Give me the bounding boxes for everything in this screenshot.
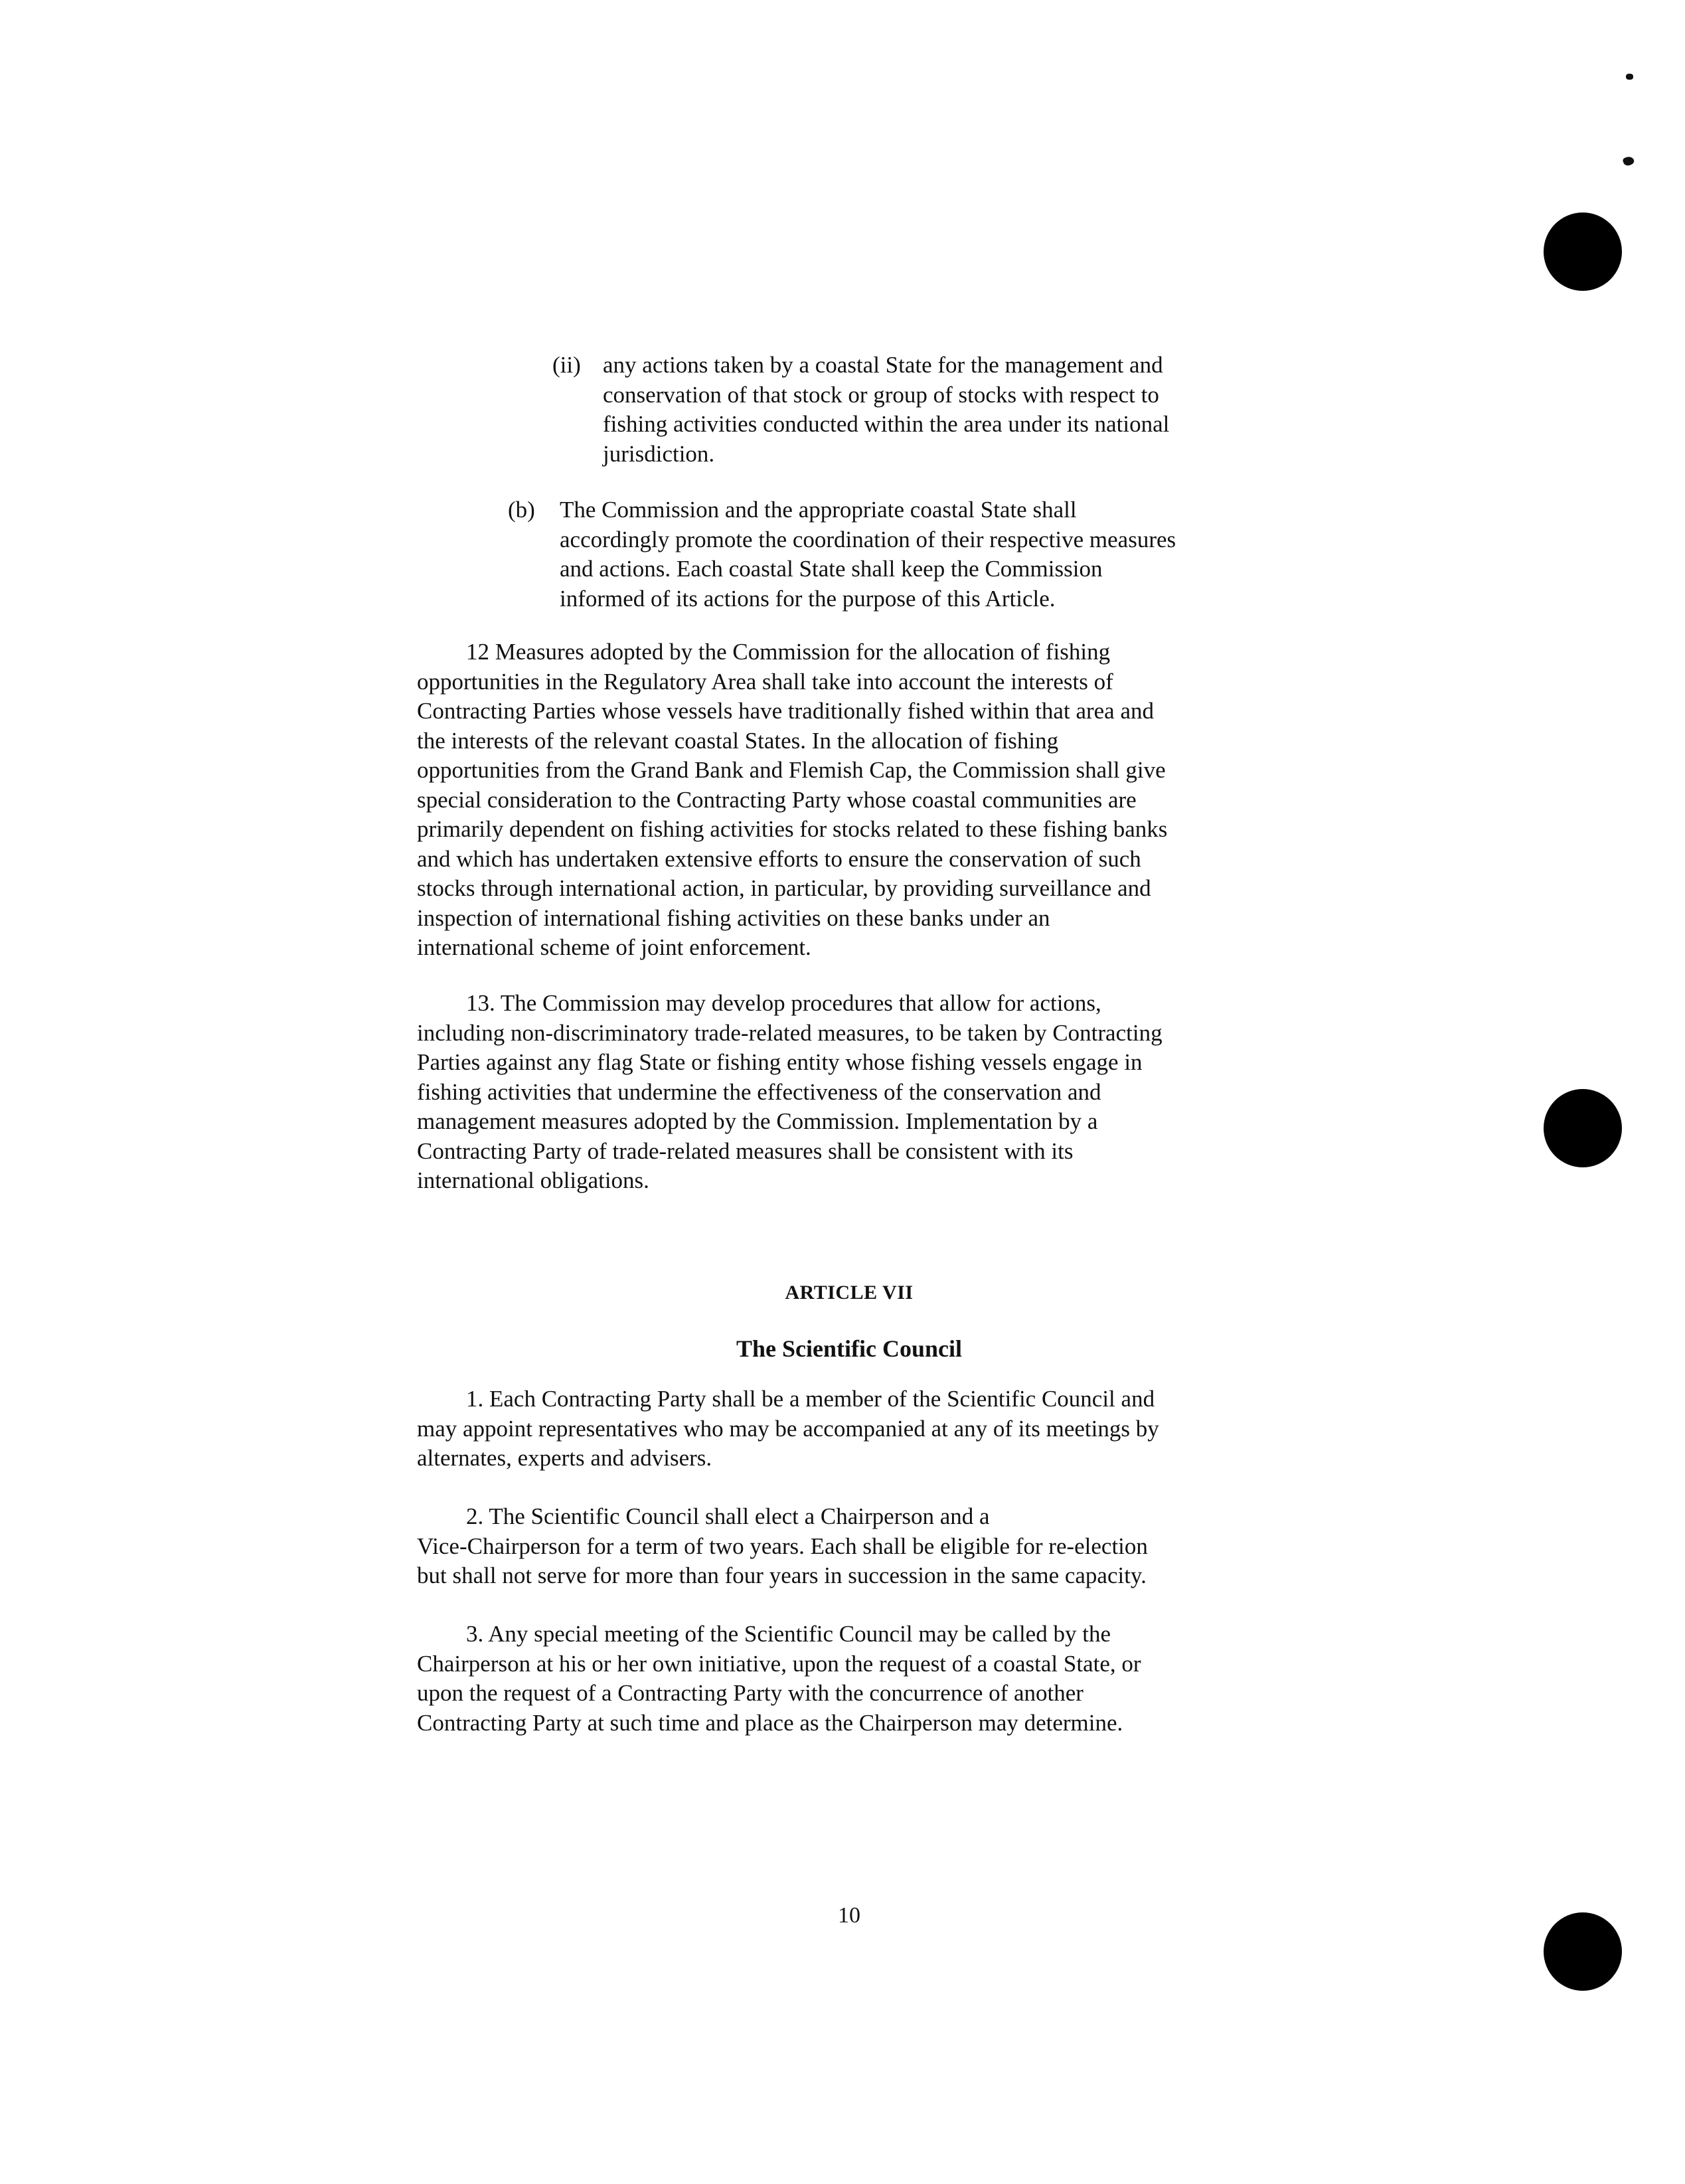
text-line: primarily dependent on fishing activities for stocks related to these fishing banks [417,816,1168,842]
text-line: The Commission and the appropriate coastal State shall [560,497,1077,523]
text-line: 12 Measures adopted by the Commission for the allocation of fishing [466,639,1111,665]
text-line: Chairperson at his or her own initiative, upon the request of a coastal State, or [417,1650,1141,1677]
text-line: stocks through international action, in particular, by providing surveillance and [417,875,1151,901]
text-line: special consideration to the Contracting Party whose coastal communities are [417,786,1137,813]
text-line: alternates, experts and advisers. [417,1445,712,1471]
text-line: Contracting Parties whose vessels have traditionally fished within that area and [417,698,1154,724]
text-line: inspection of international fishing activities on these banks under an [417,904,1050,931]
clause-marker: (ii) [552,352,581,378]
text-line: the interests of the relevant coastal States. In the allocation of fishing [417,727,1059,754]
text-line: 13. The Commission may develop procedures that allow for actions, [466,990,1101,1016]
article-paragraph-2 [417,1502,1148,1591]
scan-speck [1626,74,1633,80]
text-line: international obligations. [417,1167,649,1193]
text-line: international scheme of joint enforcement. [417,934,811,960]
text-line: and actions. Each coastal State shall keep the Commission [560,556,1103,582]
text-line: Contracting Party of trade-related measures shall be consistent with its [417,1137,1074,1164]
hole-punch [1544,212,1622,291]
text-line: opportunities in the Regulatory Area shall take into account the interests of [417,668,1113,695]
text-line: Vice-Chairperson for a term of two years. Each shall be eligible for re-election [417,1533,1148,1559]
paragraph-13 [417,989,1163,1196]
text-line: jurisdiction. [603,440,715,467]
text-line: conservation of that stock or group of stocks with respect to [603,381,1159,408]
article-paragraph-3 [417,1620,1141,1738]
text-line: 3. Any special meeting of the Scientific Council may be called by the [466,1621,1111,1647]
text-line: upon the request of a Contracting Party with the concurrence of another [417,1680,1083,1706]
article-heading: ARTICLE VII [785,1282,914,1303]
scan-speck [1622,155,1635,167]
text-line: and which has undertaken extensive efforts to ensure the conservation of such [417,845,1141,872]
text-line: Parties against any flag State or fishing entity whose fishing vessels engage in [417,1049,1143,1075]
hole-punch [1544,1089,1622,1167]
text-line: 2. The Scientific Council shall elect a Chairperson and a [466,1503,990,1529]
clause-body [603,351,1169,469]
text-line: 1. Each Contracting Party shall be a member of the Scientific Council and [466,1386,1155,1412]
clause-marker: (b) [508,497,535,523]
text-line: Contracting Party at such time and place as the Chairperson may determine. [417,1709,1123,1736]
text-line: including non-discriminatory trade-related measures, to be taken by Contracting [417,1019,1163,1046]
text-line: any actions taken by a coastal State for the management and [603,352,1163,378]
article-paragraph-1 [417,1385,1159,1473]
text-line: fishing activities conducted within the area under its national [603,411,1170,437]
text-line: management measures adopted by the Commission. Implementation by a [417,1108,1098,1134]
text-line: opportunities from the Grand Bank and Flemish Cap, the Commission shall give [417,757,1166,783]
text-line: informed of its actions for the purpose of this Article. [560,585,1056,612]
text-line: but shall not serve for more than four years in succession in the same capacity. [417,1562,1147,1588]
clause-body [560,495,1176,614]
page-number: 10 [838,1903,860,1928]
text-line: accordingly promote the coordination of their respective measures [560,526,1176,552]
paragraph-12 [417,637,1167,963]
article-title: The Scientific Council [736,1335,962,1362]
text-line: fishing activities that undermine the effectiveness of the conservation and [417,1078,1101,1105]
text-line: may appoint representatives who may be accompanied at any of its meetings by [417,1415,1159,1442]
